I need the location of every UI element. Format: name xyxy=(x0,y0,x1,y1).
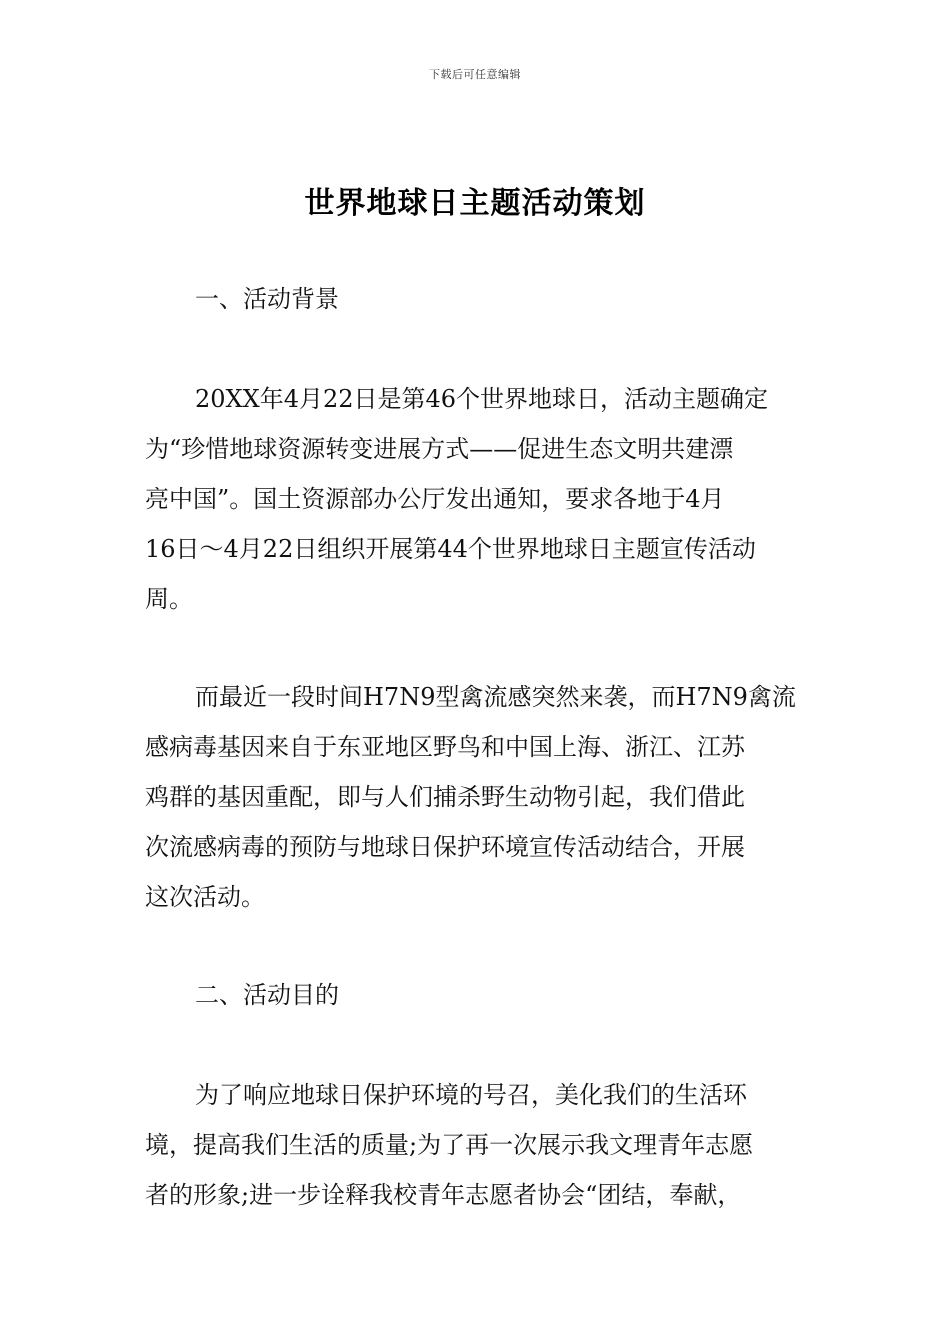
paragraph-line: 为“珍惜地球资源转变进展方式——促进生态文明共建漂 xyxy=(145,435,734,463)
section-heading-purpose: 二、活动目的 xyxy=(195,981,339,1009)
paragraph-background-1 xyxy=(145,374,810,624)
paragraph-purpose-1 xyxy=(145,1070,810,1220)
document-title: 世界地球日主题活动策划 xyxy=(304,186,646,221)
paragraph-line: 鸡群的基因重配，即与人们捕杀野生动物引起，我们借此 xyxy=(145,783,745,811)
paragraph-line: 次流感病毒的预防与地球日保护环境宣传活动结合，开展 xyxy=(145,833,745,861)
paragraph-line: 境，提高我们生活的质量;为了再一次展示我文理青年志愿 xyxy=(145,1131,754,1159)
paragraph-line: 者的形象;进一步诠释我校青年志愿者协会“团结，奉献， xyxy=(145,1181,742,1209)
paragraph-background-2 xyxy=(145,672,810,922)
paragraph-line: 20XX年4月22日是第46个世界地球日，活动主题确定 xyxy=(195,385,769,413)
paragraph-line: 感病毒基因来自于东亚地区野鸟和中国上海、浙江、江苏 xyxy=(145,733,745,761)
paragraph-line: 而最近一段时间H7N9型禽流感突然来袭，而H7N9禽流 xyxy=(195,683,796,711)
paragraph-line: 亮中国”。国土资源部办公厅发出通知，要求各地于4月 xyxy=(145,485,725,513)
paragraph-line: 周。 xyxy=(145,585,193,613)
paragraph-line: 16日～4月22日组织开展第44个世界地球日主题宣传活动 xyxy=(145,535,756,563)
paragraph-line: 为了响应地球日保护环境的号召，美化我们的生活环 xyxy=(195,1081,747,1109)
paragraph-line: 这次活动。 xyxy=(145,883,265,911)
page-header-note: 下载后可任意编辑 xyxy=(429,68,521,81)
section-heading-background: 一、活动背景 xyxy=(195,285,339,313)
